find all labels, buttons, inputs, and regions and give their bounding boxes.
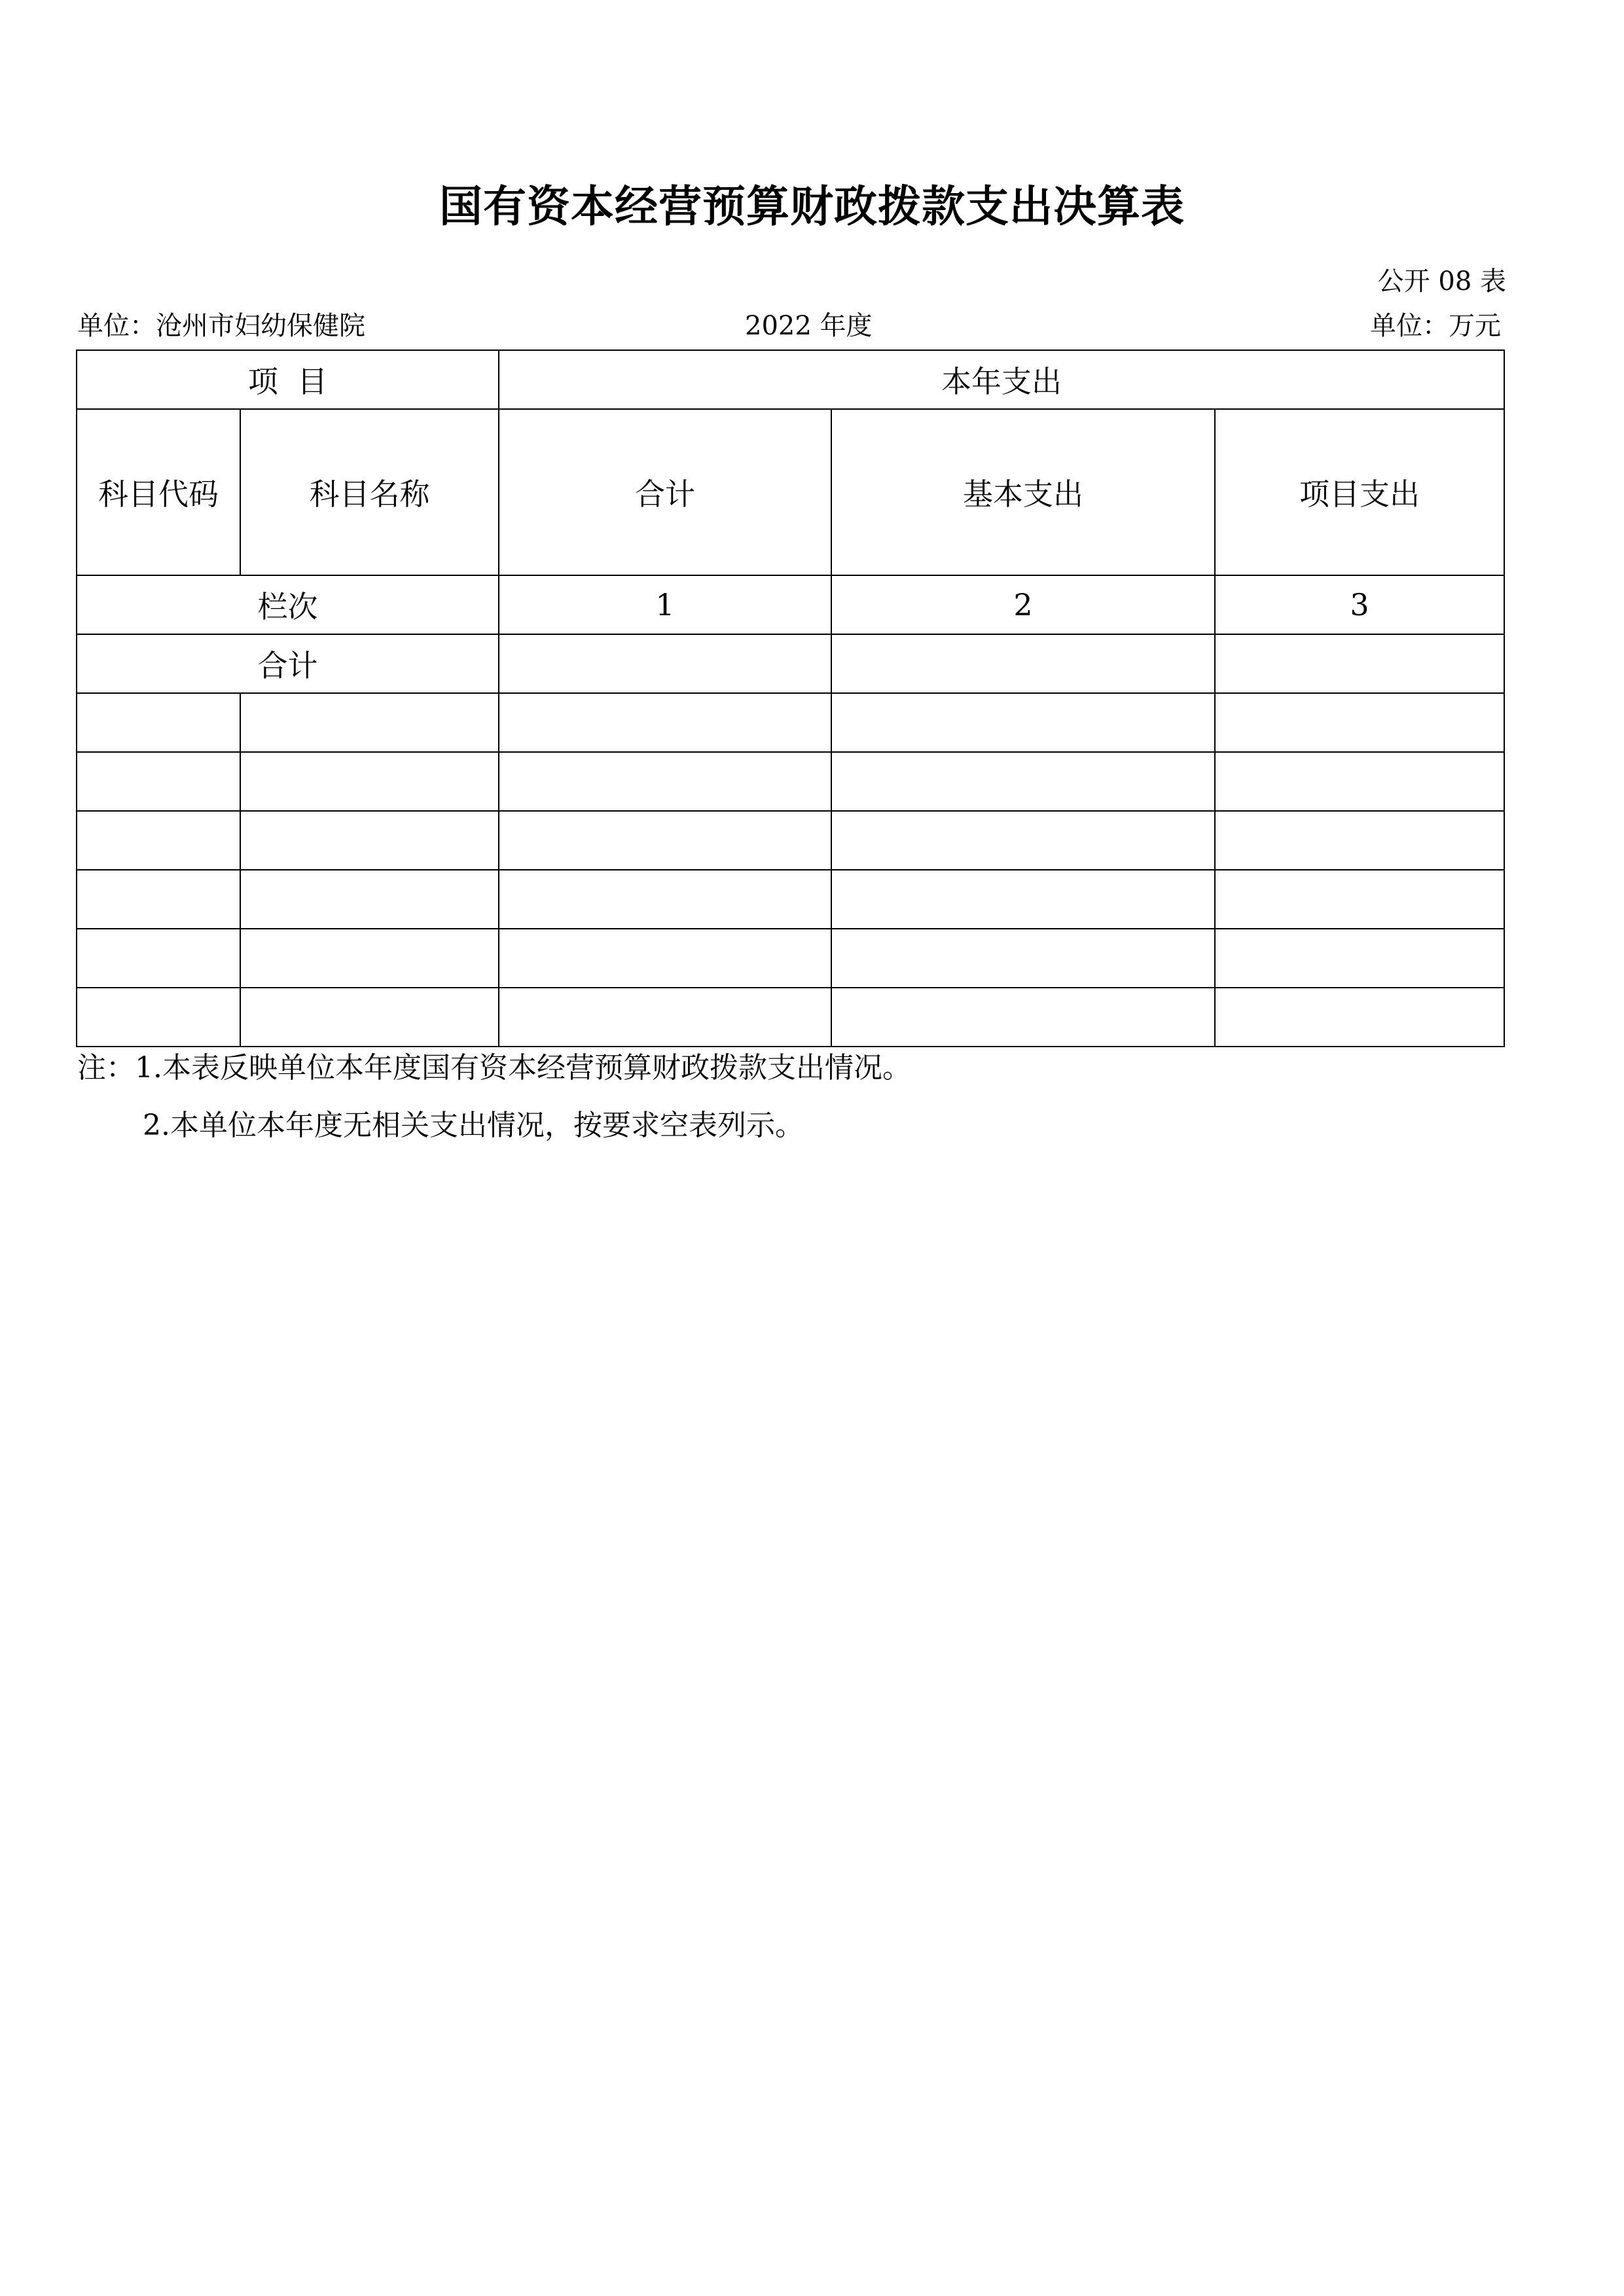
total-cell: [1215, 634, 1504, 693]
table-cell: [1215, 929, 1504, 988]
table-cell: [240, 693, 499, 752]
note-1: 注：1.本表反映单位本年度国有资本经营预算财政拨款支出情况。: [77, 1051, 911, 1085]
table-row: [77, 811, 1504, 870]
subheader-row: [77, 409, 1504, 575]
table-cell: [77, 929, 240, 988]
table-cell: [831, 811, 1215, 870]
index-value: 1: [499, 575, 831, 634]
table-cell: [77, 870, 240, 929]
notes: [77, 1039, 911, 1155]
table-cell: [240, 929, 499, 988]
col-name-header: 科目名称: [240, 409, 499, 575]
table-row: [77, 988, 1504, 1047]
table-cell: [1215, 693, 1504, 752]
table-cell: [499, 752, 831, 811]
table-cell: [831, 693, 1215, 752]
table-row: [77, 693, 1504, 752]
table-cell: [240, 988, 499, 1047]
table-cell: [1215, 811, 1504, 870]
table-cell: [77, 752, 240, 811]
total-label: 合计: [77, 634, 499, 693]
table-cell: [77, 988, 240, 1047]
col-code-header: 科目代码: [77, 409, 240, 575]
index-value: 3: [1215, 575, 1504, 634]
table-cell: [499, 929, 831, 988]
currency-unit: 单位：万元: [1370, 311, 1501, 341]
fiscal-year: 2022 年度: [745, 311, 873, 341]
table-cell: [1215, 752, 1504, 811]
table-cell: [831, 752, 1215, 811]
table-cell: [499, 811, 831, 870]
total-row: [77, 634, 1504, 693]
table-cell: [1215, 988, 1504, 1047]
header-row: [77, 350, 1504, 409]
table-cell: [240, 870, 499, 929]
expense-table: [76, 350, 1505, 1047]
index-value: 2: [831, 575, 1215, 634]
table-cell: [499, 693, 831, 752]
note-2: 2.本单位本年度无相关支出情况，按要求空表列示。: [143, 1109, 804, 1142]
table-cell: [240, 752, 499, 811]
form-number: 公开 08 表: [1377, 266, 1506, 296]
table-cell: [499, 988, 831, 1047]
meta-row: [77, 305, 1501, 344]
header-item: 项 目: [77, 350, 499, 409]
index-label: 栏次: [77, 575, 499, 634]
table-cell: [499, 870, 831, 929]
table-cell: [1215, 870, 1504, 929]
table-cell: [831, 870, 1215, 929]
unit-name: 单位：沧州市妇幼保健院: [77, 311, 365, 341]
page-title: 国有资本经营预算财政拨款支出决算表: [439, 181, 1185, 232]
table-cell: [77, 811, 240, 870]
table-row: [77, 752, 1504, 811]
col-basic-header: 基本支出: [831, 409, 1215, 575]
table-row: [77, 929, 1504, 988]
index-row: [77, 575, 1504, 634]
table-row: [77, 870, 1504, 929]
header-expense: 本年支出: [499, 350, 1504, 409]
total-cell: [499, 634, 831, 693]
table-cell: [831, 988, 1215, 1047]
col-total-header: 合计: [499, 409, 831, 575]
table-cell: [831, 929, 1215, 988]
table-cell: [77, 693, 240, 752]
total-cell: [831, 634, 1215, 693]
col-project-header: 项目支出: [1215, 409, 1504, 575]
table-cell: [240, 811, 499, 870]
